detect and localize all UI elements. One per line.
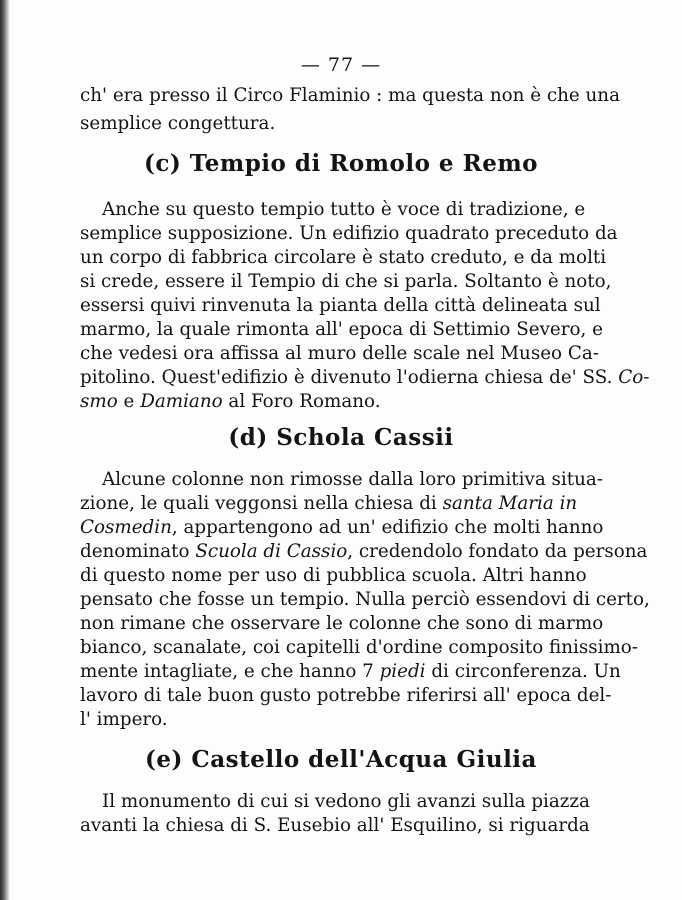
plain-text: al Foro Romano. xyxy=(228,391,381,412)
plain-text: denominato xyxy=(80,541,190,562)
section-d-line: Alcune colonne non rimosse dalla loro primitiva situa- xyxy=(102,469,603,490)
section-e-heading: (e) Castello dell'Acqua Giulia xyxy=(145,746,537,773)
section-c-line: che vedesi ora affissa al muro delle scale nel Museo Ca- xyxy=(80,343,599,364)
italic-text: smo xyxy=(80,391,118,412)
section-c-line: essersi quivi rinvenuta la pianta della città delineata sul xyxy=(80,295,601,316)
section-e-line: avanti la chiesa di S. Eusebio all' Esquilino, si riguarda xyxy=(80,815,590,836)
section-c-line: si crede, essere il Tempio di che si parla. Soltanto è noto, xyxy=(80,271,612,292)
italic-text: santa Maria in xyxy=(442,493,578,514)
intro-line-2: semplice congettura. xyxy=(80,113,276,134)
section-c-line: pitolino. Quest'edifizio è divenuto l'odierna chiesa de' SS. Co- xyxy=(80,367,650,388)
plain-text: di circonferenza. Un xyxy=(431,661,621,682)
italic-text: piedi xyxy=(379,661,426,682)
section-d-line xyxy=(80,492,578,516)
intro-line-1: ch' era presso il Circo Flaminio : ma questa non è che una xyxy=(80,85,620,106)
section-d-line: bianco, scanalate, coi capitelli d'ordine composito finissimo- xyxy=(80,637,638,658)
section-d-line: non rimane che osservare le colonne che sono di marmo xyxy=(80,613,604,634)
italic-text: Scuola di Cassio xyxy=(195,541,348,562)
section-c-line: marmo, la quale rimonta all' epoca di Settimio Severo, e xyxy=(80,319,603,340)
section-d-line: l' impero. xyxy=(80,709,168,730)
section-e-line: Il monumento di cui si vedono gli avanzi sulla piazza xyxy=(102,791,590,812)
plain-text: e xyxy=(123,391,135,412)
section-c-line: Anche su questo tempio tutto è voce di tradizione, e xyxy=(102,199,586,220)
section-d-line: pensato che fosse un tempio. Nulla perciò essendovi di certo, xyxy=(80,589,650,610)
section-c-line: un corpo di fabbrica circolare è stato creduto, e da molti xyxy=(80,247,607,268)
plain-text: mente intagliate, e che hanno 7 xyxy=(80,661,374,682)
section-d-line xyxy=(80,540,648,564)
section-d-line: di questo nome per uso di pubblica scuola. Altri hanno xyxy=(80,565,587,586)
plain-text: zione, le quali veggonsi nella chiesa di xyxy=(80,493,437,514)
section-d-line xyxy=(80,516,604,540)
section-d-heading: (d) Schola Cassii xyxy=(228,424,454,451)
plain-text: , appartengono ad un' edifizio che molti hanno xyxy=(171,517,604,538)
plain-text: , credendolo fondato da persona xyxy=(347,541,648,562)
section-c-heading: (c) Tempio di Romolo e Remo xyxy=(144,150,538,177)
italic-text: Damiano xyxy=(140,391,223,412)
section-d-line xyxy=(80,660,621,684)
section-d-line: lavoro di tale buon gusto potrebbe riferirsi all' epoca del- xyxy=(80,685,612,706)
page-number: — 77 — xyxy=(300,54,382,76)
italic-text: Cosmedin xyxy=(80,517,172,538)
section-c-last-line xyxy=(80,390,551,414)
section-c-line: semplice supposizione. Un edifizio quadrato preceduto da xyxy=(80,223,618,244)
hyphen-prefix-inline: Co- xyxy=(612,367,650,388)
